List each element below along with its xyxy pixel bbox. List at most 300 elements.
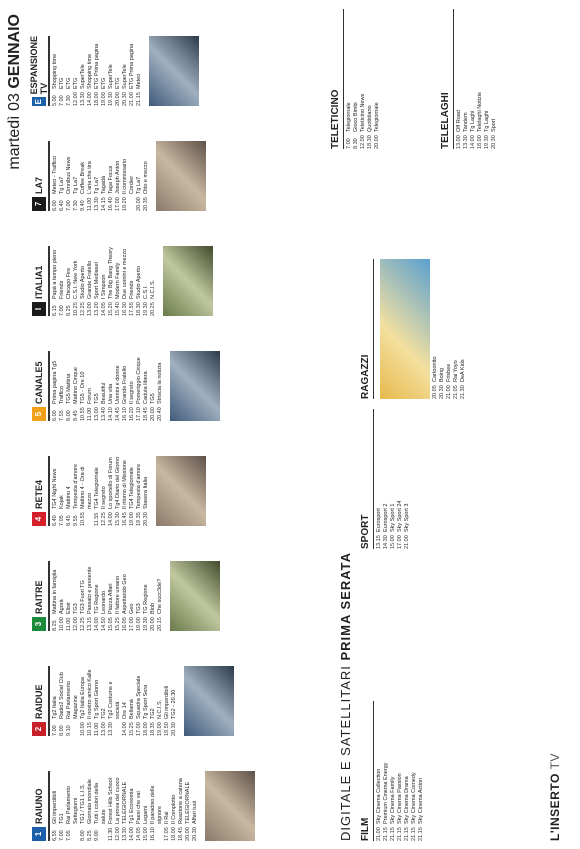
listing-title: N.C.I.S. — [157, 699, 163, 719]
listing-time: 20.00 — [374, 135, 380, 149]
listing-title: Boing — [439, 367, 445, 382]
listing-row — [129, 771, 136, 841]
channel-header — [30, 246, 50, 316]
listing-row — [418, 701, 425, 841]
listing-time: 18.00 — [477, 135, 483, 149]
listing-time: 17.05 — [164, 827, 170, 841]
listing-title: Radio2 Social Club — [59, 672, 65, 719]
listing-time: 19.00 — [136, 617, 142, 631]
telelaghi-heading: TELELAGHI — [440, 9, 454, 149]
listing-time: 18.45 — [143, 407, 149, 421]
listing-row — [80, 666, 87, 736]
listing-title: Mattino Cinque — [73, 367, 79, 404]
listing-title: Friends — [129, 280, 135, 299]
listing-title: Eurosport — [376, 508, 382, 532]
listing-time: 20.30 — [171, 722, 177, 736]
channel-logo-icon: 4 — [32, 512, 46, 526]
listing-row — [80, 771, 87, 841]
listing-row — [80, 561, 87, 631]
listing-time: 18.20 — [122, 197, 128, 211]
listing-time: 21.05 — [453, 385, 459, 399]
channel-logo-icon: 1 — [32, 827, 46, 841]
listing-row — [136, 351, 143, 421]
listing-row — [52, 36, 59, 106]
listing-title: Sky Sport 24 — [397, 500, 403, 532]
channel-grid — [30, 6, 330, 841]
listing-title: Il paradiso delle signore — [150, 785, 163, 824]
listing-time: 9.10 — [66, 725, 72, 736]
listing-time: 7.05 — [66, 830, 72, 841]
listing-title: TG4 Night News — [52, 468, 58, 509]
listing-time: 18.30 — [367, 135, 373, 149]
listing-time: 9.40 — [80, 200, 86, 211]
listing-row — [150, 771, 164, 841]
listing-row — [491, 9, 498, 149]
listing-title: Tg La7 — [94, 176, 100, 194]
listing-title: Premium Cinema Energy — [383, 762, 389, 824]
channel-name: RETE4 — [34, 479, 44, 509]
listing-row — [136, 246, 143, 316]
listing-title: Paesi che vai — [136, 791, 142, 824]
channel-listings — [52, 771, 199, 841]
listing-row — [353, 9, 360, 149]
listing-time: 13.30 — [122, 827, 128, 841]
listing-row — [52, 666, 59, 736]
listing-title: Caduta libera — [143, 371, 149, 404]
listing-title: Tg La7 — [59, 176, 65, 194]
listing-time: 8.25 — [87, 830, 93, 841]
sport-list — [376, 409, 411, 549]
listing-title: Papà a tempo pieno — [52, 249, 58, 299]
listing-row — [122, 771, 129, 841]
listing-title: Telelaghi Notizie — [477, 91, 483, 132]
listing-title: Sky Cinema Passion — [397, 773, 403, 824]
listing-title: Forest Hills School — [108, 778, 114, 824]
listing-time: 21.00 — [404, 535, 410, 549]
listing-row — [143, 141, 150, 211]
listing-row — [115, 771, 122, 841]
teleticino-section — [330, 9, 381, 149]
channel-photo — [205, 771, 255, 841]
listing-title: TELEGIORNALE — [185, 781, 191, 824]
listing-time: 12.25 — [80, 617, 86, 631]
listing-time: 18.30 — [136, 302, 142, 316]
listing-time: 7.55 — [59, 410, 65, 421]
listing-time: 19.35 — [136, 512, 142, 526]
listing-row — [143, 771, 150, 841]
channel-photo — [149, 36, 199, 106]
listing-title: Il segreto — [101, 486, 107, 509]
listing-title: Il ritorno di Missione — [122, 460, 128, 509]
listing-time: 21.15 — [136, 92, 142, 106]
listing-time: 20.30 — [439, 385, 445, 399]
listing-time: 7.00 — [59, 305, 65, 316]
listing-title: ETG — [59, 77, 65, 89]
listing-title: Cartoonito — [432, 356, 438, 382]
listing-time: 7.05 — [59, 515, 65, 526]
listing-time: 20.30 — [491, 135, 497, 149]
channel-column — [30, 246, 330, 316]
listing-time: 16.10 — [122, 407, 128, 421]
listing-time: 10.00 — [59, 617, 65, 631]
listing-time: 11.00 — [66, 617, 72, 631]
listing-row — [150, 246, 157, 316]
listing-row — [66, 561, 73, 631]
listing-title: The Big Bang Theory — [108, 247, 114, 299]
listing-time: 13.30 — [94, 197, 100, 211]
listing-title: TG2 - 20.30 — [171, 689, 177, 719]
listing-title: Tg Laghi — [470, 110, 476, 132]
listing-time: 12.00 — [360, 135, 366, 149]
page-date — [6, 14, 24, 170]
listing-time: 21.15 — [390, 827, 396, 841]
listing-row — [80, 246, 87, 316]
listing-title: SuperTele — [108, 64, 114, 89]
listing-row — [80, 36, 87, 106]
listing-row — [122, 351, 129, 421]
listing-row — [66, 666, 80, 736]
listing-title: TG5 — [94, 393, 100, 404]
prima-serata-title — [338, 552, 353, 841]
listing-title: Grande Fratello — [122, 365, 128, 404]
channel-listings — [52, 456, 150, 526]
listing-title: Gioco Bimbi — [353, 102, 359, 132]
listing-row — [80, 456, 94, 526]
listing-row — [346, 9, 353, 149]
listing-title: I Simpson — [101, 274, 107, 299]
listing-row — [136, 141, 143, 211]
listing-row — [87, 666, 94, 736]
listing-row — [360, 9, 367, 149]
listing-row — [143, 666, 150, 736]
listing-row — [94, 666, 101, 736]
channel-column — [30, 666, 330, 736]
listing-row — [115, 561, 122, 631]
listing-time: 20.00 — [115, 92, 121, 106]
date-prefix: martedì 03 — [6, 93, 23, 170]
channel-header — [30, 771, 50, 841]
listing-time: 6.40 — [52, 515, 58, 526]
telelaghi-list — [456, 9, 498, 149]
listing-title: Che succ3de? — [157, 578, 163, 614]
listing-row — [367, 9, 374, 149]
channel-photo — [184, 666, 234, 736]
listing-title: SuperTele — [122, 64, 128, 89]
listing-row — [52, 351, 59, 421]
listing-time: 6.40 — [59, 200, 65, 211]
listing-time: 16.40 — [108, 197, 114, 211]
ragazzi-list — [432, 259, 467, 399]
listing-row — [477, 9, 484, 149]
listing-row — [122, 246, 129, 316]
listing-row — [52, 141, 59, 211]
listing-title: ETG — [66, 77, 72, 89]
listing-title: Tg4 Diario del Giorno — [115, 456, 121, 509]
listing-row — [376, 409, 383, 549]
listing-title: Il Rai — [164, 811, 170, 824]
listing-title: ETG Prima pagina — [129, 43, 135, 89]
channel-listings — [52, 351, 164, 421]
listing-row — [101, 246, 108, 316]
listing-time: 7.00 — [59, 830, 65, 841]
listing-time: 13.15 — [376, 535, 382, 549]
listing-time: 11.00 — [94, 722, 100, 736]
listing-row — [484, 9, 491, 149]
listing-row — [87, 351, 94, 421]
listing-row — [136, 666, 143, 736]
listing-title: Elisir — [66, 602, 72, 614]
listing-time: 13.00 — [87, 302, 93, 316]
listing-row — [94, 351, 101, 421]
listing-row — [73, 141, 80, 211]
listing-row — [411, 701, 418, 841]
listing-row — [66, 351, 73, 421]
listing-title: Tg La7 — [136, 176, 142, 194]
listing-time: 11.55 — [94, 512, 100, 526]
listing-row — [66, 771, 80, 841]
listing-title: Gli imperdibili — [164, 685, 170, 719]
listing-row — [463, 9, 470, 149]
listing-time: 21.15 — [418, 827, 424, 841]
listing-title: Il Complotto — [171, 794, 177, 824]
listing-row — [87, 36, 94, 106]
listing-time: 13.30 — [108, 722, 114, 736]
listing-title: Tg Sport Giorno — [94, 679, 100, 719]
listing-time: 18.00 — [143, 722, 149, 736]
listing-row — [101, 141, 108, 211]
listing-time: 15.05 — [108, 617, 114, 631]
listing-title: Sport — [491, 118, 497, 132]
listing-title: Joseph Anton — [115, 160, 121, 194]
listing-title: Shopping time — [52, 53, 58, 89]
listing-time: 21.30 — [460, 385, 466, 399]
listing-time: 13.40 — [101, 407, 107, 421]
listing-title: Una vita — [108, 383, 114, 404]
listing-row — [108, 246, 115, 316]
listing-title: Mattino 4 — [66, 486, 72, 509]
channel-listings — [52, 246, 157, 316]
listing-row — [59, 666, 66, 736]
listing-time: 17.00 — [115, 197, 121, 211]
channel-header — [30, 141, 50, 211]
listing-title: Meteo - Traffico — [52, 155, 58, 194]
listing-row — [136, 771, 143, 841]
listing-time: 21.00 — [129, 92, 135, 106]
listing-time: 13.30 — [80, 92, 86, 106]
listing-title: Tg Laghi — [484, 110, 490, 132]
listing-title: Piazza Affari — [108, 583, 114, 614]
channel-header — [30, 351, 50, 421]
listing-title: TG4 Telegiornale — [94, 467, 100, 509]
listing-title: Quotidiano — [367, 105, 373, 132]
listing-time: 10.55 — [80, 407, 86, 421]
listing-title: Omnibus News — [66, 156, 72, 194]
listing-row — [73, 246, 80, 316]
listing-row — [439, 259, 446, 399]
listing-title: Due uomini e mezzo — [122, 248, 128, 299]
listing-row — [73, 36, 80, 106]
listing-time: 15.25 — [115, 617, 121, 631]
listing-title: ETG — [73, 77, 79, 89]
teleticino-list — [346, 9, 381, 149]
listing-row — [383, 701, 390, 841]
film-section — [360, 701, 425, 841]
channel-column — [30, 36, 330, 106]
listing-time: 21.15 — [404, 827, 410, 841]
listing-row — [122, 456, 129, 526]
listing-row — [136, 456, 143, 526]
listing-time: 8.30 — [353, 138, 359, 149]
channel-photo — [156, 141, 206, 211]
listing-time: 14.15 — [101, 197, 107, 211]
listing-time: 14.45 — [115, 407, 121, 421]
listing-title: TG2 — [150, 708, 156, 719]
listing-time: 13.15 — [87, 617, 93, 631]
listing-row — [80, 141, 87, 211]
channel-name: ESPANSIONE TV — [29, 36, 49, 95]
listing-title: Il nostro amico Kalle — [87, 669, 93, 719]
listing-title: ETG — [115, 77, 121, 89]
channel-name: CANALE5 — [34, 361, 44, 404]
channel-listings — [52, 36, 143, 106]
listing-time: 21.00 — [376, 827, 382, 841]
listing-title: Mattina in famiglia — [52, 569, 58, 614]
listing-row — [129, 561, 136, 631]
listing-row — [178, 771, 185, 841]
listing-time: 20.30 — [122, 92, 128, 106]
listing-row — [376, 701, 383, 841]
listing-title: Legami — [143, 805, 149, 824]
listing-title: Gli imperdibili — [52, 790, 58, 824]
listing-time: 12.00 — [73, 92, 79, 106]
listing-row — [192, 771, 199, 841]
listing-row — [404, 409, 411, 549]
channel-header — [30, 561, 50, 631]
listing-title: Sky Cinema Collection — [376, 768, 382, 824]
listing-title: Sky Sport 1 — [390, 503, 396, 532]
listing-title: Lo sportello di Forum — [108, 457, 114, 509]
listing-row — [390, 701, 397, 841]
listing-title: Off Road — [456, 110, 462, 132]
listing-time: 19.50 — [164, 722, 170, 736]
listing-row — [87, 246, 94, 316]
listing-row — [164, 771, 171, 841]
listing-row — [59, 246, 66, 316]
listing-row — [87, 561, 94, 631]
listing-row — [171, 771, 178, 841]
listing-time: 10.00 — [80, 722, 86, 736]
listing-title: Sky Cinema Comedy — [411, 772, 417, 824]
listing-time: 19.30 — [108, 92, 114, 106]
listing-time: 19.00 — [129, 512, 135, 526]
listing-time: 7.00 — [66, 200, 72, 211]
listing-title: Prima pagina Tg5 — [52, 360, 58, 404]
listing-title: TG3 — [136, 603, 142, 614]
listing-time: 16.30 — [122, 302, 128, 316]
listing-time: 16.10 — [150, 827, 156, 841]
listing-title: Rai Yoyo — [453, 360, 459, 382]
channel-logo-icon: 5 — [32, 407, 46, 421]
listing-time: 8.45 — [66, 515, 72, 526]
listing-row — [108, 771, 115, 841]
listing-row — [122, 666, 129, 736]
listing-time: 8.00 — [59, 725, 65, 736]
listing-row — [129, 351, 136, 421]
listing-title: Chicago Fire — [66, 267, 72, 299]
listing-time: 19.30 — [143, 302, 149, 316]
listing-time: 18.00 — [171, 827, 177, 841]
teleticino-heading: TELETICINO — [330, 9, 344, 149]
channel-listings — [52, 561, 164, 631]
listing-row — [397, 701, 404, 841]
listing-row — [101, 351, 108, 421]
listing-time: 20.05 — [432, 385, 438, 399]
listing-time: 20.30 — [192, 827, 198, 841]
listing-row — [115, 456, 122, 526]
listing-title: TG5 Mattina — [66, 373, 72, 404]
channel-column — [30, 141, 330, 211]
listing-time: 14.00 — [129, 827, 135, 841]
listing-title: Beautiful — [101, 382, 107, 404]
listing-time: 15.25 — [129, 722, 135, 736]
prima-serata-main: PRIMA SERATA — [338, 551, 353, 661]
listing-row — [143, 456, 150, 526]
listing-title: ETG Prima pagina — [94, 43, 100, 89]
listing-row — [129, 666, 136, 736]
film-heading: FILM — [360, 701, 374, 841]
listing-time: 14.00 — [122, 722, 128, 736]
listing-row — [94, 456, 101, 526]
listing-title: Tandem — [463, 112, 469, 132]
listing-title: La prova del cuoco — [115, 777, 121, 824]
listing-time: 15.00 — [143, 827, 149, 841]
listing-row — [73, 351, 80, 421]
listing-row — [143, 246, 150, 316]
listing-row — [453, 259, 460, 399]
listing-row — [101, 36, 108, 106]
listing-row — [171, 666, 178, 736]
listing-title: Uomini e donne — [115, 365, 121, 404]
listing-time: 10.25 — [73, 302, 79, 316]
listing-row — [432, 259, 439, 399]
listing-time: 9.00 — [94, 830, 100, 841]
listing-title: Teleticino News — [360, 93, 366, 132]
listing-title: Coffee Break — [80, 161, 86, 194]
listing-title: Stasera Italia — [143, 476, 149, 509]
listing-title: Passato e presente — [87, 566, 93, 614]
listing-time: 7.30 — [66, 95, 72, 106]
channel-photo — [156, 456, 206, 526]
listing-time: 17.00 — [397, 535, 403, 549]
listing-title: Tg1 Economia — [129, 788, 135, 824]
listing-row — [52, 246, 59, 316]
listing-time: 14.05 — [101, 302, 107, 316]
listing-time: 8.25 — [66, 305, 72, 316]
listing-title: TG5 — [150, 393, 156, 404]
channel-listings — [52, 141, 150, 211]
listing-row — [136, 561, 143, 631]
listing-title: Otto e mezzo — [143, 161, 149, 194]
listing-row — [94, 771, 108, 841]
listing-row — [66, 141, 73, 211]
channel-column — [30, 561, 330, 631]
listing-title: SuperTele — [80, 64, 86, 89]
listing-time: 14.00 — [108, 512, 114, 526]
listing-time: 20.40 — [157, 407, 163, 421]
listing-row — [80, 351, 87, 421]
listing-time: 17.55 — [129, 302, 135, 316]
listing-title: TG5 - Ore 10 — [80, 371, 86, 404]
